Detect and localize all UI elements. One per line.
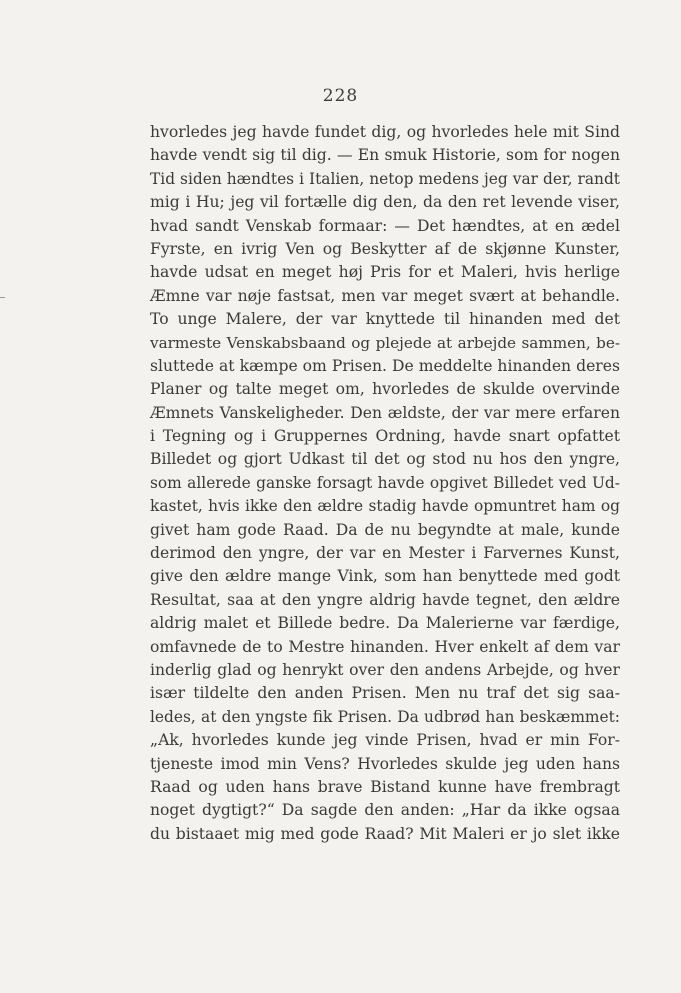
body-text [150,121,620,846]
text-line: Æmnets Vanskeligheder. Den ældste, der var mere erfaren [150,403,620,422]
text-line: Resultat, saa at den yngre aldrig havde tegnet, den ældre [150,590,620,609]
margin-tick [0,297,5,298]
text-line: havde vendt sig til dig. — En smuk Historie, som for nogen [150,146,620,165]
text-line: givet ham gode Raad. Da de nu begyndte at male, kunde [150,520,620,539]
text-line: Fyrste, en ivrig Ven og Beskytter af de skjønne Kunster, [150,239,620,258]
text-line: aldrig malet et Billede bedre. Da Malerierne var færdige, [150,614,620,633]
text-line: inderlig glad og henrykt over den andens Arbejde, og hver [150,660,620,679]
text-line: Billedet og gjort Udkast til det og stod nu hos den yngre, [150,450,620,469]
text-line: To unge Malere, der var knyttede til hinanden med det [150,310,620,329]
text-line: „Ak, hvorledes kunde jeg vinde Prisen, hvad er min For- [150,731,620,750]
text-line: Planer og talte meget om, hvorledes de skulde overvinde [150,380,620,399]
text-line: derimod den yngre, der var en Mester i Farvernes Kunst, [150,544,620,563]
text-line: Æmne var nøje fastsat, men var meget svært at behandle. [150,286,620,305]
text-line: havde udsat en meget høj Pris for et Maleri, hvis herlige [150,263,620,282]
text-line: mig i Hu; jeg vil fortælle dig den, da den ret levende viser, [150,193,620,212]
text-line: ledes, at den yngste fik Prisen. Da udbrød han beskæmmet: [150,707,620,726]
text-line: give den ældre mange Vink, som han benyttede med godt [150,567,620,586]
text-line: hvorledes jeg havde fundet dig, og hvorledes hele mit Sind [150,123,620,141]
text-line: sluttede at kæmpe om Prisen. De meddelte hinanden deres [150,356,620,375]
text-line: Raad og uden hans brave Bistand kunne have frembragt [150,777,620,796]
text-line: Tid siden hændtes i Italien, netop medens jeg var der, randt [150,169,620,188]
text-line: især tildelte den anden Prisen. Men nu traf det sig saa- [150,684,620,703]
text-line: noget dygtigt?“ Da sagde den anden: „Har da ikke ogsaa [150,801,620,820]
text-line: tjeneste imod min Vens? Hvorledes skulde jeg uden hans [150,754,620,773]
text-line: varmeste Venskabsbaand og plejede at arbejde sammen, be- [150,333,620,352]
text-line: som allerede ganske forsagt havde opgivet Billedet ved Ud- [150,473,620,492]
text-line: du bistaaet mig med gode Raad? Mit Maleri er jo slet ikke [150,824,620,843]
text-line: kastet, hvis ikke den ældre stadig havde opmuntret ham og [150,497,620,516]
text-line: i Tegning og i Gruppernes Ordning, havde snart opfattet [150,427,620,446]
text-line: omfavnede de to Mestre hinanden. Hver enkelt af dem var [150,637,620,656]
text-line: hvad sandt Venskab formaar: — Det hændtes, at en ædel [150,216,620,235]
page-number: 228 [322,86,359,106]
